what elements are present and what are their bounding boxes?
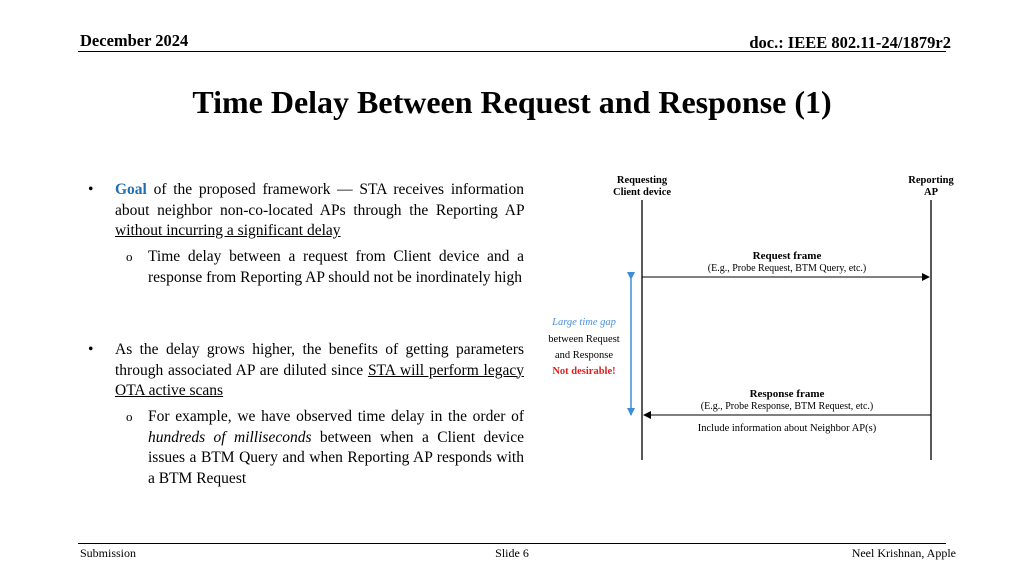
gap-label-line3: and Response xyxy=(554,350,614,361)
sequence-diagram xyxy=(540,168,960,468)
bullet-1-sub-marker: o xyxy=(126,249,133,264)
bullet-1-underlined: without incurring a significant delay xyxy=(115,222,341,239)
gap-warning: Not desirable! xyxy=(552,366,616,377)
gap-label-line2: between Request xyxy=(548,334,620,345)
client-label-line2: Client device xyxy=(612,187,672,198)
bullet-2-sub-text-b: between when a Client device issues a BTM Query and when Reporting AP responds with a BTM Request xyxy=(148,428,524,487)
client-label-line1: Requesting xyxy=(616,175,668,186)
bullet-2-sub xyxy=(148,407,524,489)
footer-author: Neel Krishnan, Apple xyxy=(851,546,956,560)
header-date: December 2024 xyxy=(80,31,189,50)
bullet-1-sub xyxy=(148,247,524,288)
footer-rule xyxy=(78,543,946,544)
ap-label-line2: AP xyxy=(924,187,938,198)
response-note: Include information about Neighbor AP(s) xyxy=(697,423,877,434)
footer-slide-number: Slide 6 xyxy=(495,546,529,560)
bullet-2-sub-italic: hundreds of milliseconds xyxy=(148,428,312,446)
bullet-1-marker: • xyxy=(88,181,94,198)
bullet-2-sub-marker: o xyxy=(126,409,133,424)
gap-label-line1: Large time gap xyxy=(552,317,616,328)
request-frame-title: Request frame xyxy=(752,250,822,262)
response-frame-title: Response frame xyxy=(749,388,825,400)
header-rule xyxy=(78,51,946,52)
footer-submission: Submission xyxy=(80,546,137,560)
bullet-2 xyxy=(115,340,524,402)
bullet-1 xyxy=(115,180,524,242)
slide-title: Time Delay Between Request and Response (1) xyxy=(192,84,832,120)
bullet-2-underlined: STA will perform legacy OTA active scans xyxy=(115,361,525,399)
bullet-1-sub-text: Time delay between a request from Client device and a response from Reporting AP should not be inordinately high xyxy=(148,248,524,286)
response-frame-subtitle: (E.g., Probe Response, BTM Request, etc.) xyxy=(700,401,874,412)
header-doc-id: doc.: IEEE 802.11-24/1879r2 xyxy=(749,33,951,52)
ap-label-line1: Reporting xyxy=(908,175,954,186)
bullet-2-sub-text-a: For example, we have observed time delay in the order of xyxy=(148,408,524,425)
bullet-2-text: As the delay grows higher, the benefits of getting parameters through associated AP are diluted since xyxy=(115,341,524,379)
bullet-1-lead: Goal xyxy=(115,181,147,198)
request-frame-subtitle: (E.g., Probe Request, BTM Query, etc.) xyxy=(707,263,867,274)
bullet-2-marker: • xyxy=(88,341,94,358)
bullet-1-text: of the proposed framework — STA receives information about neighbor non-co-located APs through the Reporting AP xyxy=(115,181,524,219)
